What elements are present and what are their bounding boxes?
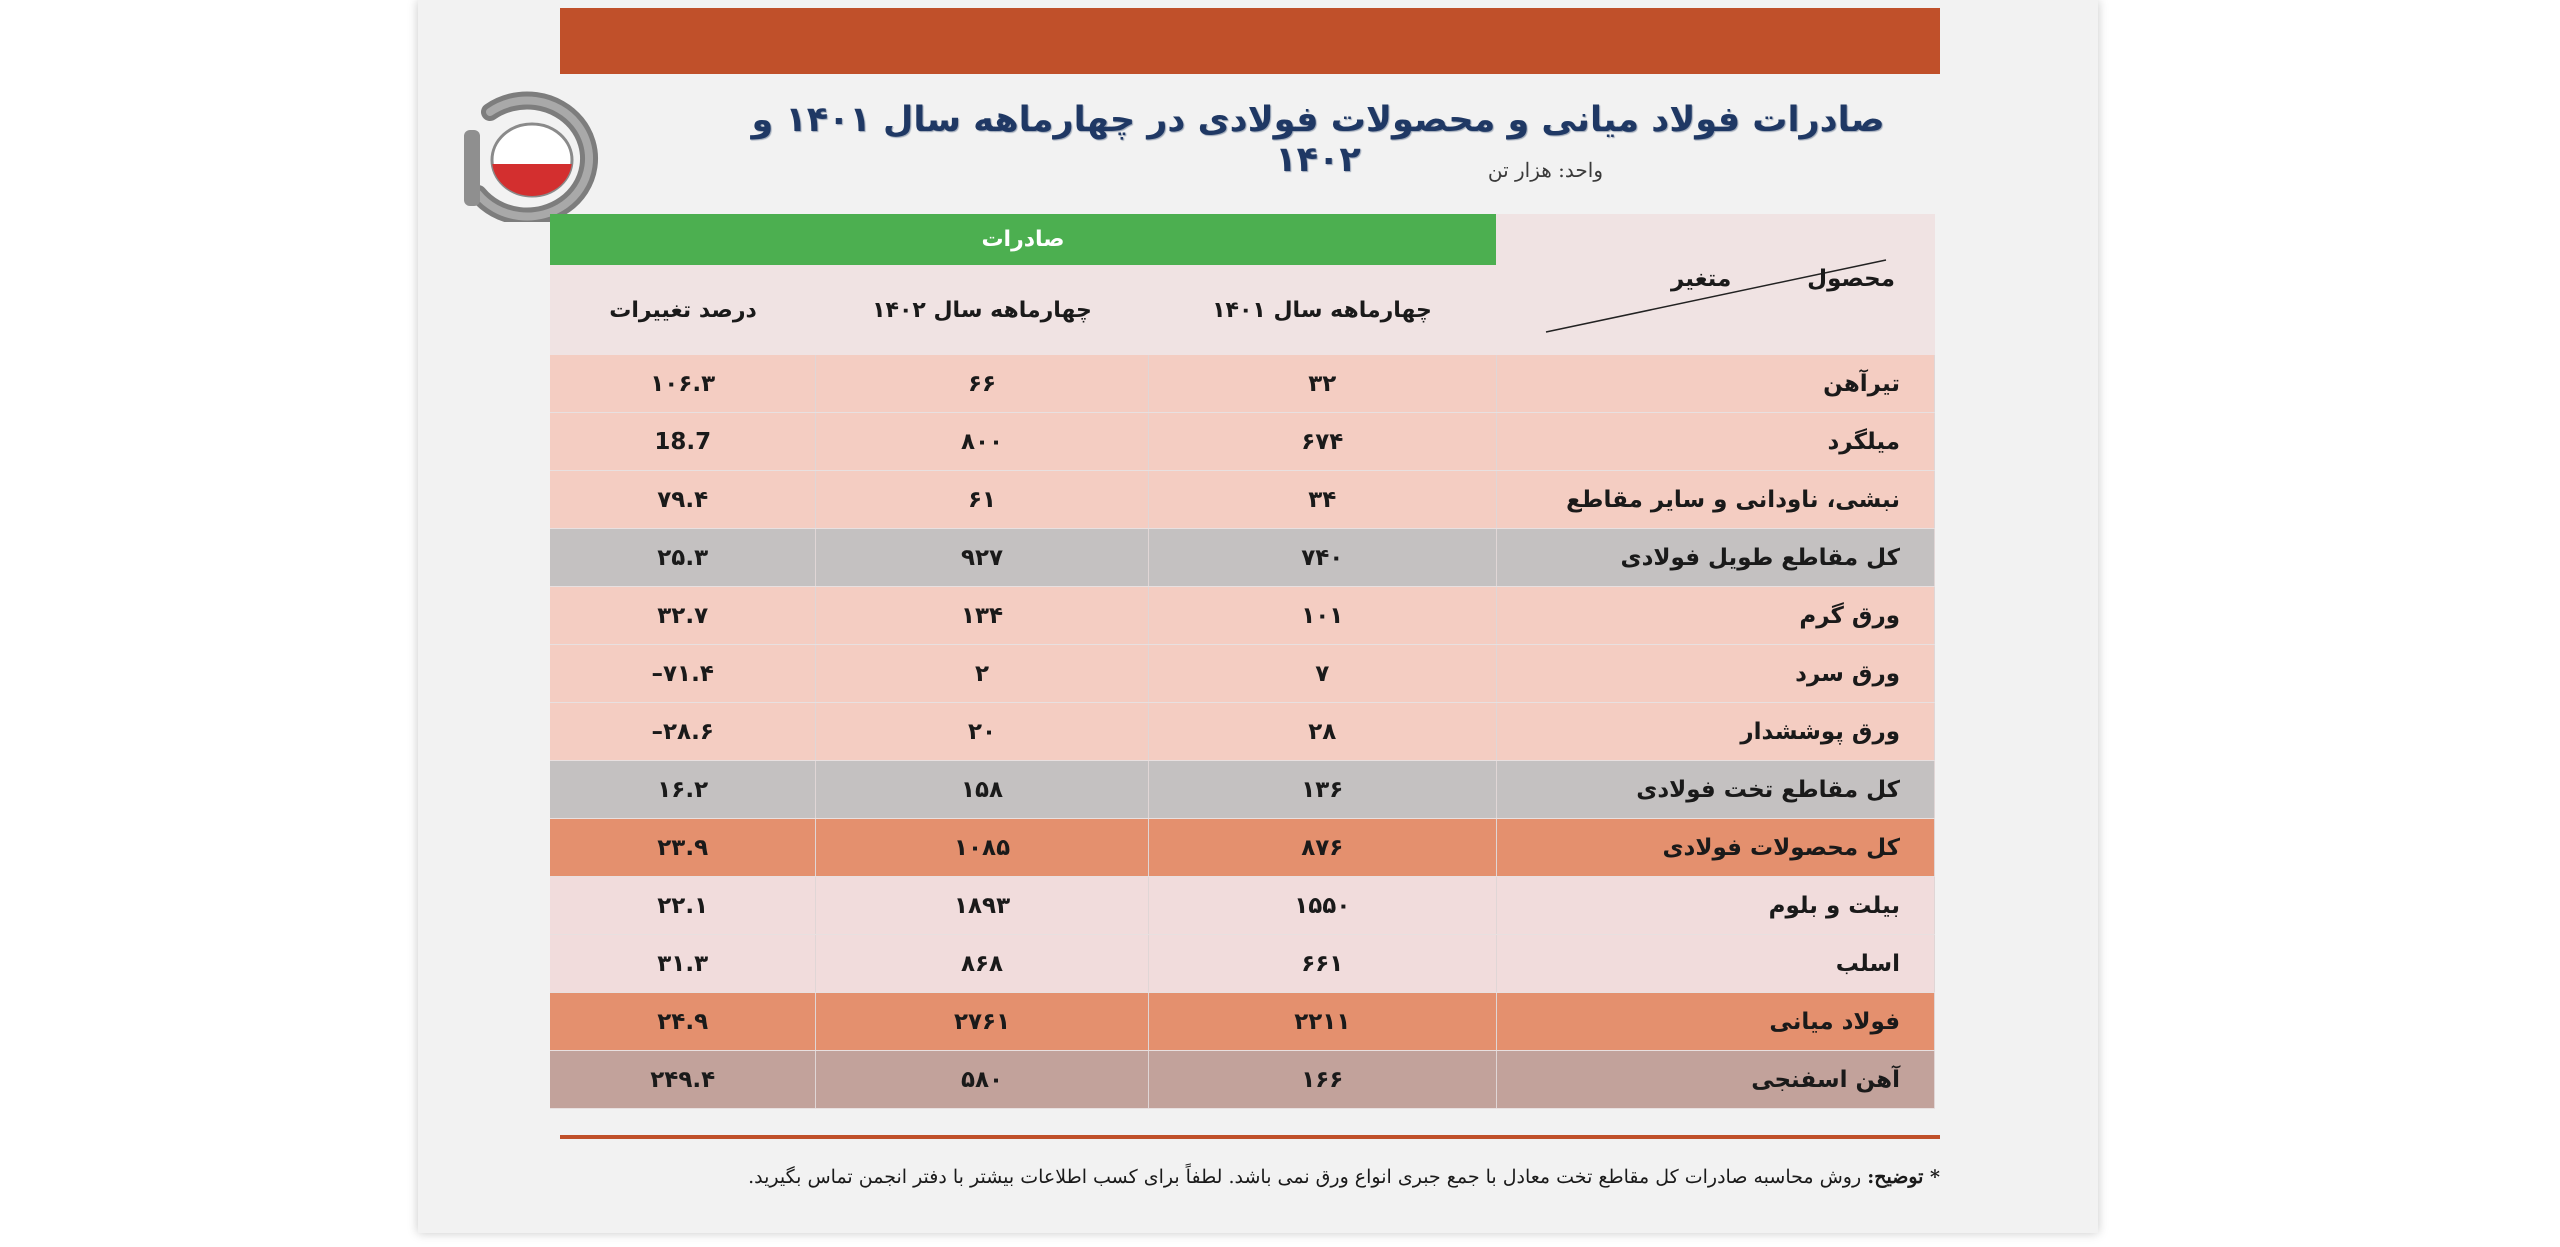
- slide: [418, 0, 2098, 1233]
- table-body: [550, 355, 1935, 1109]
- product-name-cell: ورق پوششدار: [1497, 703, 1935, 760]
- product-name-cell: کل مقاطع طویل فولادی: [1497, 529, 1935, 586]
- corner-header: [1496, 214, 1935, 355]
- table-row: [550, 413, 1935, 471]
- page-title: صادرات فولاد میانی و محصولات فولادی در چهارماهه سال ۱۴۰۱ و ۱۴۰۲: [751, 100, 1885, 180]
- header-1401: چهارماهه سال ۱۴۰۱: [1148, 265, 1497, 355]
- value-1402-cell: ۵۸۰: [816, 1051, 1148, 1108]
- product-name-cell: آهن اسفنجی: [1497, 1051, 1935, 1108]
- value-1401-cell: ۸۷۶: [1149, 819, 1497, 876]
- product-name-cell: میلگرد: [1497, 413, 1935, 470]
- value-1401-cell: ۲۲۱۱: [1149, 993, 1497, 1050]
- product-name-cell: فولاد میانی: [1497, 993, 1935, 1050]
- value-1401-cell: ۷۴۰: [1149, 529, 1497, 586]
- change-cell: ۲۲.۱: [550, 877, 816, 934]
- corner-product-label: محصول: [1807, 266, 1895, 292]
- table-row: [550, 993, 1935, 1051]
- product-name-cell: اسلب: [1497, 935, 1935, 992]
- value-1401-cell: ۱۶۶: [1149, 1051, 1497, 1108]
- value-1402-cell: ۶۶: [816, 355, 1148, 412]
- unit-label: واحد: هزار تن: [1487, 158, 1603, 182]
- table-row: [550, 587, 1935, 645]
- product-name-cell: تیرآهن: [1497, 355, 1935, 412]
- change-cell: ۳۱.۳: [550, 935, 816, 992]
- change-cell: ۳۲.۷: [550, 587, 816, 644]
- header-change: درصد تغییرات: [550, 265, 817, 355]
- table-row: [550, 703, 1935, 761]
- value-1402-cell: ۱۰۸۵: [816, 819, 1148, 876]
- value-1402-cell: ۱۸۹۳: [816, 877, 1148, 934]
- value-1401-cell: ۱۳۶: [1149, 761, 1497, 818]
- table-header: [550, 265, 1895, 355]
- change-cell: –۷۱.۴: [550, 645, 816, 702]
- product-name-cell: نبشی، ناودانی و سایر مقاطع: [1497, 471, 1935, 528]
- table-row: [550, 355, 1935, 413]
- value-1402-cell: ۲۷۶۱: [816, 993, 1148, 1050]
- value-1401-cell: ۱۵۵۰: [1149, 877, 1497, 934]
- change-cell: ۱۶.۲: [550, 761, 816, 818]
- value-1402-cell: ۱۵۸: [816, 761, 1148, 818]
- value-1402-cell: ۶۱: [816, 471, 1148, 528]
- top-accent-bar: [560, 8, 1940, 74]
- value-1402-cell: ۹۲۷: [816, 529, 1148, 586]
- table-row: [550, 645, 1935, 703]
- table-row: [550, 935, 1935, 993]
- value-1402-cell: ۸۶۸: [816, 935, 1148, 992]
- value-1402-cell: ۲: [816, 645, 1148, 702]
- value-1402-cell: ۱۳۴: [816, 587, 1148, 644]
- change-cell: –۲۸.۶: [550, 703, 816, 760]
- footnote: [748, 1166, 1940, 1188]
- change-cell: ۱۰۶.۳: [550, 355, 816, 412]
- corner-variable-label: متغیر: [1671, 266, 1732, 292]
- change-cell: ۷۹.۴: [550, 471, 816, 528]
- association-logo-icon: [450, 82, 608, 222]
- value-1401-cell: ۲۸: [1149, 703, 1497, 760]
- table-row: [550, 761, 1935, 819]
- value-1401-cell: ۷: [1149, 645, 1497, 702]
- product-name-cell: ورق گرم: [1497, 587, 1935, 644]
- footnote-lead: * توضیح:: [1867, 1166, 1940, 1188]
- change-cell: ۲۵.۳: [550, 529, 816, 586]
- value-1401-cell: ۳۲: [1149, 355, 1497, 412]
- value-1401-cell: ۳۴: [1149, 471, 1497, 528]
- footer-divider: [560, 1135, 1940, 1139]
- header-1402: چهارماهه سال ۱۴۰۲: [816, 265, 1149, 355]
- table-row: [550, 819, 1935, 877]
- table-row: [550, 529, 1935, 587]
- change-cell: ۲۴۹.۴: [550, 1051, 816, 1108]
- value-1401-cell: ۶۶۱: [1149, 935, 1497, 992]
- table-row: [550, 1051, 1935, 1109]
- product-name-cell: کل محصولات فولادی: [1497, 819, 1935, 876]
- change-cell: ۲۳.۹: [550, 819, 816, 876]
- table-row: [550, 471, 1935, 529]
- footnote-text: روش محاسبه صادرات کل مقاطع تخت معادل با جمع جبری انواع ورق نمی باشد. لطفاً برای کسب اطلاعات بیشتر با دفتر انجمن تماس بگیرید.: [748, 1166, 1868, 1188]
- value-1402-cell: ۸۰۰: [816, 413, 1148, 470]
- change-cell: ۲۴.۹: [550, 993, 816, 1050]
- product-name-cell: ورق سرد: [1497, 645, 1935, 702]
- value-1401-cell: ۱۰۱: [1149, 587, 1497, 644]
- value-1401-cell: ۶۷۴: [1149, 413, 1497, 470]
- group-header-exports: صادرات: [550, 214, 1496, 265]
- product-name-cell: بیلت و بلوم: [1497, 877, 1935, 934]
- table-row: [550, 877, 1935, 935]
- change-cell: 18.7: [550, 413, 816, 470]
- value-1402-cell: ۲۰: [816, 703, 1148, 760]
- product-name-cell: کل مقاطع تخت فولادی: [1497, 761, 1935, 818]
